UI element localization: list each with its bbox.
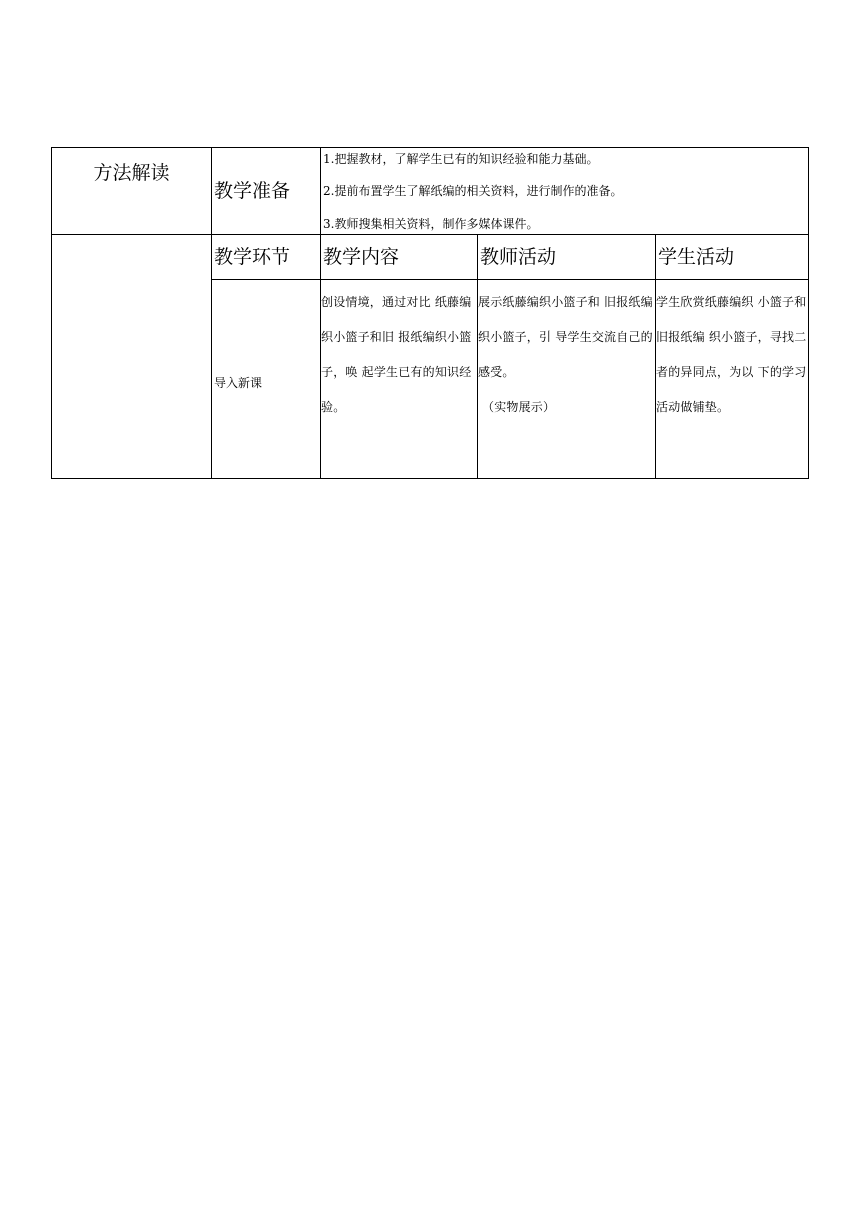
prep-items-cell <box>321 148 809 235</box>
header-teacher: 教师活动 <box>478 235 656 280</box>
prep-row <box>52 148 809 235</box>
header-row <box>52 235 809 280</box>
student-text: 学生欣赏纸藤编织 小篮子和旧报纸编 织小篮子，寻找二 者的异同点，为以 下的学习活动做铺垫。 <box>656 295 807 414</box>
prep-item: 2.提前布置学生了解纸编的相关资料，进行制作的准备。 <box>323 184 623 198</box>
student-cell <box>656 280 809 479</box>
teacher-text: 展示纸藤编织小篮子和 旧报纸编织小篮子，引 导学生交流自己的感受。 <box>478 295 653 379</box>
content-cell <box>321 280 478 479</box>
empty-cell <box>52 235 212 479</box>
teacher-note: （实物展示） <box>482 400 556 414</box>
content-text: 创设情境，通过对比 纸藤编织小篮子和旧 报纸编织小篮子，唤 起学生已有的知识经 验。 <box>321 295 472 414</box>
prep-item: 1.把握教材，了解学生已有的知识经验和能力基础。 <box>323 152 599 166</box>
method-label: 方法解读 <box>52 148 212 235</box>
prep-list <box>321 148 808 234</box>
header-student: 学生活动 <box>656 235 809 280</box>
prep-label: 教学准备 <box>212 148 321 235</box>
lesson-plan-table <box>51 147 809 479</box>
header-content: 教学内容 <box>321 235 478 280</box>
header-stage: 教学环节 <box>212 235 321 280</box>
prep-item: 3.教师搜集相关资料，制作多媒体课件。 <box>323 217 539 231</box>
teacher-text-block <box>478 280 655 425</box>
teacher-cell <box>478 280 656 479</box>
stage-cell: 导入新课 <box>212 280 321 479</box>
